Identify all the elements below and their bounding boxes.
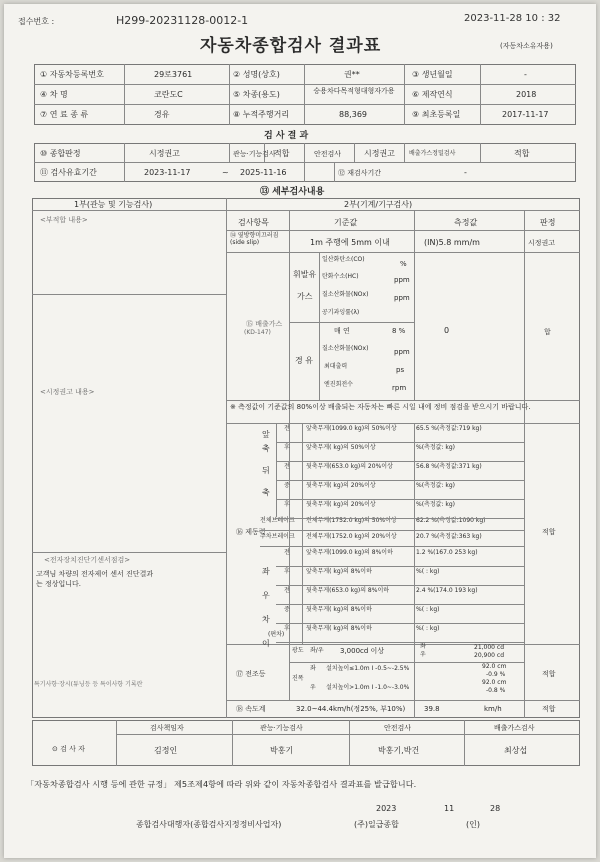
speed-item: ⑱ 속도계 — [236, 705, 266, 713]
lum-val-r: 20,900 cd — [474, 652, 505, 659]
brake-row-val: %(측정값: kg) — [416, 501, 455, 508]
hc-unit: ppm — [394, 276, 410, 284]
co-label: 일산화탄소(CO) — [322, 256, 365, 263]
rpm-label: 엔진회전수 — [324, 381, 353, 388]
lr-row-pos: 후 — [284, 625, 290, 632]
inspector-safety: 박홍기,박건 — [378, 746, 420, 755]
result-section-title: 검 사 결 과 — [264, 131, 309, 141]
brake-row-pos: 후 — [284, 444, 290, 451]
lum-lr: 좌/우 — [310, 647, 324, 654]
lr-row-pos: 전 — [284, 587, 290, 594]
max-power-unit: ps — [396, 366, 405, 374]
total-brake-label: 전체브레이크 — [260, 517, 295, 524]
col-lead: 검사책임자 — [150, 724, 184, 732]
vehicle-info-box — [34, 64, 576, 125]
overall-label: ⑩ 종합판정 — [40, 149, 81, 158]
nox2-label: 질소산화물(NOx) — [322, 345, 369, 352]
emission-label: 배출가스정밀검사 — [409, 150, 456, 157]
rpm-unit: rpm — [392, 384, 407, 392]
gas-label: 가스 — [297, 292, 313, 301]
document-title: 자동차종합검사 결과표 — [200, 36, 382, 56]
brake-row-pos: 후 — [284, 501, 290, 508]
sideslip-measured: (IN)5.8 mm/m — [424, 238, 480, 247]
dir-std-l: 설치높이≤1.0m Ⅰ -0.5~-2.5% — [326, 665, 410, 672]
headlight-item: ⑰ 전조등 — [236, 670, 266, 678]
esensor-label: <전자장치진단기센서점검> — [44, 556, 131, 564]
issue-statement: 「자동차종합검사 시행 등에 관한 규정」 제5조제4항에 따라 위와 같이 자동차종합검사 결과표를 발급합니다. — [26, 779, 417, 789]
issue-year: 2023 — [376, 804, 397, 813]
dir-v2: -0.9 % — [486, 671, 506, 678]
inspector-func: 박홍기 — [270, 746, 294, 755]
owner-label: ② 성명(상호) — [233, 70, 280, 79]
birth-value: - — [524, 70, 527, 79]
fuel-value: 경유 — [154, 110, 170, 119]
nox-label: 질소산화물(NOx) — [322, 291, 369, 298]
park-brake-val: 20.7 %(측정값:363 kg) — [416, 533, 482, 540]
park-brake-std: 전체무게(1752.0 kg)의 20%이상 — [306, 533, 397, 540]
lum-side-r: 우 — [420, 651, 426, 658]
total-brake-val: 62.2 %(측정값:1090 kg) — [416, 517, 486, 524]
lr-row-pos: 중 — [284, 606, 290, 613]
lr-row-std: 뒷축무게( kg)의 8%이하 — [306, 606, 372, 613]
brake-row-val: %(측정값: kg) — [416, 444, 455, 451]
lr-row-pos: 후 — [284, 568, 290, 575]
smoke-measured: 0 — [444, 326, 450, 335]
mileage-label: ⑧ 누적주행거리 — [233, 110, 290, 119]
brake-item: ⑯ 제동력 — [236, 528, 266, 536]
lum-val-l: 21,000 cd — [474, 644, 505, 651]
lr-row-std: 앞축무게( kg)의 8%이하 — [306, 568, 372, 575]
lr-label: 좌우차이 — [262, 567, 270, 648]
model-value: 코란도C — [154, 90, 183, 99]
headlight-verdict: 적합 — [542, 670, 556, 678]
valid-label: ⑪ 검사유효기간 — [40, 168, 97, 177]
total-brake-std: 전체무게(1752.0 kg)의 50%이상 — [306, 517, 397, 524]
year-label: ⑥ 제작연식 — [412, 90, 453, 99]
smoke-verdict: 합 — [544, 328, 551, 336]
valid-to: 2025-11-16 — [240, 168, 287, 177]
owner-value: 권** — [344, 70, 360, 79]
reinspect-label: ⑫ 재검사기간 — [338, 169, 382, 177]
lr-row-std: 뒷축무게(653.0 kg)의 8%이하 — [306, 587, 390, 594]
rear-label: 뒤 — [262, 466, 270, 475]
mileage-value: 88,369 — [339, 110, 367, 119]
receipt-label: 접수번호 : — [18, 17, 55, 26]
fuel-label: ⑦ 연 료 종 류 — [40, 110, 89, 119]
issuer-name: (주)일급종합 — [354, 820, 399, 829]
park-brake-label: 주차브레이크 — [260, 533, 295, 540]
hc-label: 탄화수소(HC) — [322, 273, 359, 280]
lr-sub: (편차) — [268, 631, 285, 638]
lum-side-l: 좌 — [420, 643, 426, 650]
emission-value: 적합 — [514, 149, 530, 158]
sideslip-verdict: 시정권고 — [528, 239, 556, 247]
sideslip-item: ⑭ 옆방향미끄러짐(side slip) — [230, 232, 279, 246]
valid-from: 2023-11-17 — [144, 168, 191, 177]
reinspect-value: - — [464, 168, 467, 177]
lr-row-val: %( : kg) — [416, 568, 440, 575]
dir-l: 좌 — [310, 665, 316, 672]
model-label: ④ 차 명 — [40, 90, 68, 99]
front-axle-label: 축 — [262, 444, 270, 453]
nox-unit: ppm — [394, 294, 410, 302]
brake-row-std: 뒷축무게( kg)의 20%이상 — [306, 501, 376, 508]
brake-row-pos: 전 — [284, 463, 290, 470]
dir-v1: 92.0 cm — [482, 663, 507, 670]
col-emission: 배출가스검사 — [494, 724, 535, 732]
speed-val: 39.8 — [424, 705, 440, 713]
nox2-unit: ppm — [394, 348, 410, 356]
brake-row-val: 56.8 %(측정값:371 kg) — [416, 463, 482, 470]
col-verdict: 판정 — [540, 218, 556, 227]
dir-label: 진폭 — [292, 675, 304, 682]
brake-row-std: 앞축무게( kg)의 50%이상 — [306, 444, 376, 451]
reg-label: ① 자동차등록번호 — [40, 70, 104, 79]
inspection-sheet — [4, 4, 596, 858]
type-label: ⑤ 차종(용도) — [233, 90, 280, 99]
inspector-row-label: ⊙ 검 사 자 — [52, 745, 85, 753]
issue-datetime: 2023-11-28 10 : 32 — [464, 13, 561, 24]
safety-label: 안전검사 — [314, 150, 342, 158]
lr-row-val: %( : kg) — [416, 606, 440, 613]
emission-code: (KD-147) — [244, 329, 271, 336]
first-reg-value: 2017-11-17 — [502, 110, 549, 119]
sideslip-standard: 1m 주행에 5mm 이내 — [310, 238, 390, 247]
inspector-lead: 김정인 — [154, 746, 178, 755]
smoke-label: 매 연 — [334, 327, 350, 335]
dir-r: 우 — [310, 684, 316, 691]
rear-axle-label: 축 — [262, 488, 270, 497]
speed-verdict: 적합 — [542, 705, 556, 713]
correction-label: <시정권고 내용> — [40, 388, 95, 396]
first-reg-label: ⑨ 최초등록일 — [412, 110, 461, 119]
dir-v4: -0.8 % — [486, 687, 506, 694]
brake-verdict: 적합 — [542, 528, 556, 536]
esensor-text-1: 고객님 차량의 전자제어 센서 진단결과 — [36, 570, 154, 578]
lambda-label: 공기과잉률(λ) — [322, 309, 360, 316]
special-label: 특기사항·장시(튜닝등 등 특이사항 기록란 — [34, 681, 143, 688]
part1-title: 1부(관능 및 기능검사) — [74, 200, 153, 209]
receipt-number: H299-20231128-0012-1 — [116, 14, 249, 27]
brake-row-val: %(측정값: kg) — [416, 482, 455, 489]
brake-note: ※ 측정값이 기준값의 80%이상 배출되는 자동차는 빠른 시일 내에 정비 점검을 받으시기 바랍니다. — [230, 403, 531, 411]
esensor-text-2: 는 정상입니다. — [36, 580, 82, 588]
valid-sep: ~ — [222, 168, 229, 177]
unfit-label: <부적합 내용> — [40, 216, 88, 224]
col-item: 검사항목 — [238, 218, 269, 227]
lr-row-val: %( : kg) — [416, 625, 440, 632]
brake-row-std: 뒷축무게( kg)의 20%이상 — [306, 482, 376, 489]
document-subtitle: (자동차소유자용) — [500, 42, 553, 50]
brake-row-pos: 전 — [284, 425, 290, 432]
lr-row-std: 앞축무게(1099.0 kg)의 8%이하 — [306, 549, 393, 556]
lum-label: 광도 — [292, 647, 304, 654]
lr-row-pos: 전 — [284, 549, 290, 556]
dir-std-r: 설치높이>1.0m Ⅰ -1.0~-3.0% — [326, 684, 410, 691]
type-value: 승용차다목적형대형자가용 — [313, 87, 395, 95]
brake-row-pos: 중 — [284, 482, 290, 489]
col-measured: 측정값 — [454, 218, 478, 227]
lum-std: 3,000cd 이상 — [340, 647, 385, 655]
brake-row-std: 뒷축무게(653.0 kg)의 20%이상 — [306, 463, 393, 470]
issuer-label: 종합검사대행자(종합검사지정정비사업자) — [136, 820, 282, 829]
reg-value: 29로3761 — [154, 70, 193, 79]
speed-std: 32.0~44.4km/h(정25%, 부10%) — [296, 705, 406, 713]
part2-title: 2부(기계/기구검사) — [344, 200, 413, 209]
front-label: 앞 — [262, 430, 270, 439]
col-safety: 안전검사 — [384, 724, 412, 732]
func-value: 적합 — [274, 149, 290, 158]
smoke-std: 8 % — [392, 327, 406, 335]
year-value: 2018 — [516, 90, 537, 99]
issuer-seal: (인) — [466, 820, 480, 829]
safety-value: 시정권고 — [364, 149, 395, 158]
diesel-label: 경 유 — [295, 356, 313, 365]
birth-label: ③ 생년월일 — [412, 70, 453, 79]
lr-row-val: 2.4 %(174.0 193 kg) — [416, 587, 478, 594]
lr-row-std: 뒷축무게( kg)의 8%이하 — [306, 625, 372, 632]
brake-row-val: 65.5 %(측정값:719 kg) — [416, 425, 482, 432]
detail-title: ⑬ 세부검사내용 — [260, 187, 325, 197]
dir-v3: 92.0 cm — [482, 679, 507, 686]
speed-unit: km/h — [484, 705, 502, 713]
lr-row-val: 1.2 %(167.0 253 kg) — [416, 549, 478, 556]
gasoline-label: 휘발유 — [293, 270, 317, 279]
max-power-label: 최대출력 — [324, 363, 348, 370]
col-func: 관능·기능검사 — [260, 724, 303, 732]
overall-value: 시정권고 — [149, 149, 180, 158]
emission-item: ⑮ 배출가스 — [246, 320, 283, 328]
col-standard: 기준값 — [334, 218, 358, 227]
func-label: 관능·기능검사 — [233, 150, 276, 158]
inspector-emission: 최상섭 — [504, 746, 528, 755]
issue-month: 11 — [444, 804, 455, 813]
brake-row-std: 앞축무게(1099.0 kg)의 50%이상 — [306, 425, 397, 432]
co-unit: % — [400, 260, 407, 268]
issue-day: 28 — [490, 804, 501, 813]
